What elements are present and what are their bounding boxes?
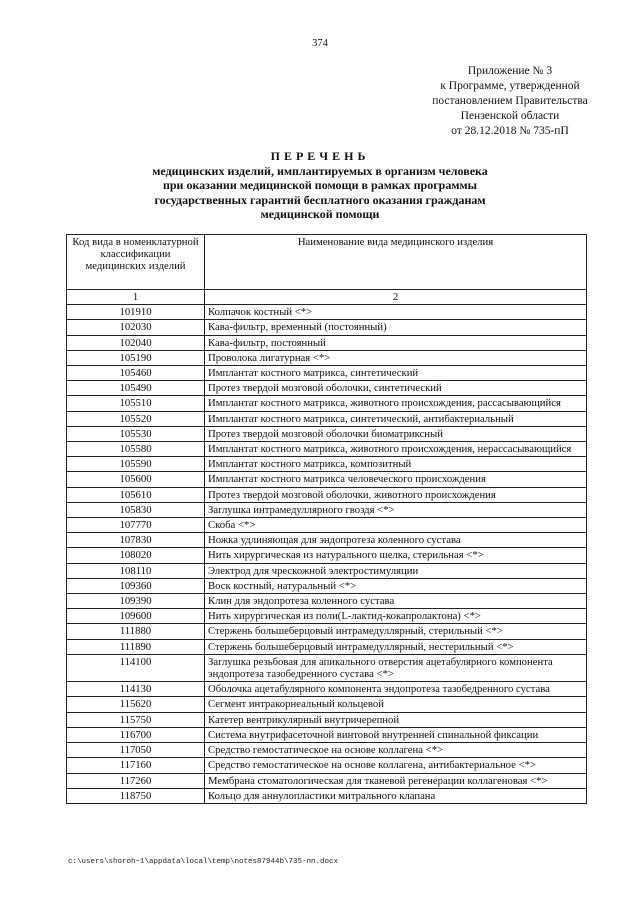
device-name: Оболочка ацетабулярного компонента эндопротеза тазобедренного сустава	[205, 682, 587, 697]
table-row	[67, 609, 587, 624]
device-name: Стержень большеберцовый интрамедуллярный, стерильный <*>	[205, 624, 587, 639]
device-name: Протез твердой мозговой оболочки, животного происхождения	[205, 487, 587, 502]
table-row	[67, 487, 587, 502]
device-name: Колпачок костный <*>	[205, 305, 587, 320]
device-code: 105530	[67, 426, 205, 441]
table-row	[67, 624, 587, 639]
device-code: 114130	[67, 682, 205, 697]
table-row	[67, 563, 587, 578]
table-row	[67, 697, 587, 712]
devices-table	[66, 234, 587, 804]
page-number: 374	[312, 38, 328, 49]
device-name: Кава-фильтр, постоянный	[205, 335, 587, 350]
device-code: 105190	[67, 350, 205, 365]
device-name: Система внутрифасеточной винтовой внутренней спинальной фиксации	[205, 727, 587, 742]
appendix-line: постановлением Правительства	[432, 95, 588, 107]
device-code: 101910	[67, 305, 205, 320]
device-code: 118750	[67, 788, 205, 803]
device-name: Заглушка интрамедуллярного гвоздя <*>	[205, 502, 587, 517]
device-code: 111890	[67, 639, 205, 654]
title-line: медицинских изделий, имплантируемых в организм человека	[152, 163, 488, 178]
device-name: Имплантат костного матрикса, композитный	[205, 457, 587, 472]
device-code: 108020	[67, 548, 205, 563]
device-code: 109600	[67, 609, 205, 624]
device-code: 105490	[67, 381, 205, 396]
header-code: Код вида в номенклатурной классификации медицинских изделий	[67, 235, 205, 290]
device-code: 115750	[67, 712, 205, 727]
device-code: 109390	[67, 594, 205, 609]
title-line: государственных гарантий бесплатного оказания гражданам	[154, 192, 486, 207]
appendix-line: к Программе, утвержденной	[440, 80, 580, 92]
table-row	[67, 712, 587, 727]
column-number: 2	[205, 290, 587, 305]
table-row	[67, 411, 587, 426]
table-row	[67, 457, 587, 472]
device-name: Нить хирургическая из поли(L-лактид-кокапролактона) <*>	[205, 609, 587, 624]
table-row	[67, 502, 587, 517]
device-code: 115620	[67, 697, 205, 712]
device-name: Проволока лигатурная <*>	[205, 350, 587, 365]
device-code: 102040	[67, 335, 205, 350]
device-name: Электрод для чрескожной электростимуляции	[205, 563, 587, 578]
device-code: 105610	[67, 487, 205, 502]
table-row	[67, 727, 587, 742]
device-code: 107830	[67, 533, 205, 548]
device-code: 114100	[67, 654, 205, 681]
table-row	[67, 335, 587, 350]
appendix-line: от 28.12.2018 № 735-пП	[451, 125, 569, 137]
device-code: 105510	[67, 396, 205, 411]
device-code: 117050	[67, 743, 205, 758]
table-row	[67, 639, 587, 654]
device-name: Протез твердой мозговой оболочки, синтетический	[205, 381, 587, 396]
table-row	[67, 654, 587, 681]
device-name: Имплантат костного матрикса человеческого происхождения	[205, 472, 587, 487]
device-code: 102030	[67, 320, 205, 335]
device-code: 108110	[67, 563, 205, 578]
device-code: 105600	[67, 472, 205, 487]
title-line: медицинской помощи	[260, 207, 380, 221]
device-name: Стержень большеберцовый интрамедуллярный, нестерильный <*>	[205, 639, 587, 654]
document-title	[0, 149, 640, 222]
device-code: 105830	[67, 502, 205, 517]
column-numbers-row	[67, 290, 587, 305]
device-name: Имплантат костного матрикса, животного происхождения, нерассасывающийся	[205, 442, 587, 457]
device-name: Имплантат костного матрикса, синтетический, антибактериальный	[205, 411, 587, 426]
device-name: Протез твердой мозговой оболочки биоматриксный	[205, 426, 587, 441]
device-code: 105520	[67, 411, 205, 426]
appendix-line: Пензенской области	[460, 110, 560, 122]
device-name: Заглушка резьбовая для апикального отверстия ацетабулярного компонента эндопротеза тазобедренного сустава <*>	[205, 654, 587, 681]
device-name: Имплантат костного матрикса, синтетический	[205, 366, 587, 381]
device-name: Воск костный, натуральный <*>	[205, 578, 587, 593]
device-code: 107770	[67, 518, 205, 533]
table-row	[67, 350, 587, 365]
column-number: 1	[67, 290, 205, 305]
device-name: Сегмент интракорнеальный кольцевой	[205, 697, 587, 712]
device-name: Ножка удлиняющая для эндопротеза коленного сустава	[205, 533, 587, 548]
table-row	[67, 396, 587, 411]
table-row	[67, 743, 587, 758]
device-code: 117260	[67, 773, 205, 788]
device-name: Имплантат костного матрикса, животного происхождения, рассасывающийся	[205, 396, 587, 411]
table-row	[67, 366, 587, 381]
header-name: Наименование вида медицинского изделия	[205, 235, 587, 290]
device-code: 116700	[67, 727, 205, 742]
table-row	[67, 788, 587, 803]
table-row	[67, 533, 587, 548]
table-row	[67, 442, 587, 457]
device-name: Средство гемостатическое на основе коллагена <*>	[205, 743, 587, 758]
device-code: 105580	[67, 442, 205, 457]
device-name: Скоба <*>	[205, 518, 587, 533]
device-code: 109360	[67, 578, 205, 593]
title-heading: ПЕРЕЧЕНЬ	[270, 149, 370, 163]
table-row	[67, 472, 587, 487]
table-row	[67, 758, 587, 773]
device-code: 117160	[67, 758, 205, 773]
device-code: 111880	[67, 624, 205, 639]
table-row	[67, 518, 587, 533]
table-row	[67, 426, 587, 441]
table-row	[67, 305, 587, 320]
device-name: Нить хирургическая из натурального шелка, стерильная <*>	[205, 548, 587, 563]
table-row	[67, 773, 587, 788]
appendix-block	[380, 64, 640, 139]
title-line: при оказании медицинской помощи в рамках программы	[162, 178, 478, 192]
table-row	[67, 594, 587, 609]
table-row	[67, 682, 587, 697]
device-name: Кава-фильтр, временный (постоянный)	[205, 320, 587, 335]
device-code: 105590	[67, 457, 205, 472]
table-row	[67, 578, 587, 593]
device-name: Средство гемостатическое на основе коллагена, антибактериальное <*>	[205, 758, 587, 773]
device-name: Кольцо для аннулопластики митрального клапана	[205, 788, 587, 803]
device-name: Мембрана стоматологическая для тканевой регенерации коллагеновая <*>	[205, 773, 587, 788]
table-row	[67, 548, 587, 563]
appendix-line: Приложение № 3	[467, 65, 553, 77]
device-name: Клин для эндопротеза коленного сустава	[205, 594, 587, 609]
table-row	[67, 320, 587, 335]
file-path-footer: c:\users\shoroh~1\appdata\local\temp\notes87944b\735-пп.docx	[68, 858, 339, 866]
device-name: Катетер вентрикулярный внутричерепной	[205, 712, 587, 727]
table-row	[67, 381, 587, 396]
table-body	[67, 305, 587, 804]
table-header-row	[67, 235, 587, 290]
device-code: 105460	[67, 366, 205, 381]
